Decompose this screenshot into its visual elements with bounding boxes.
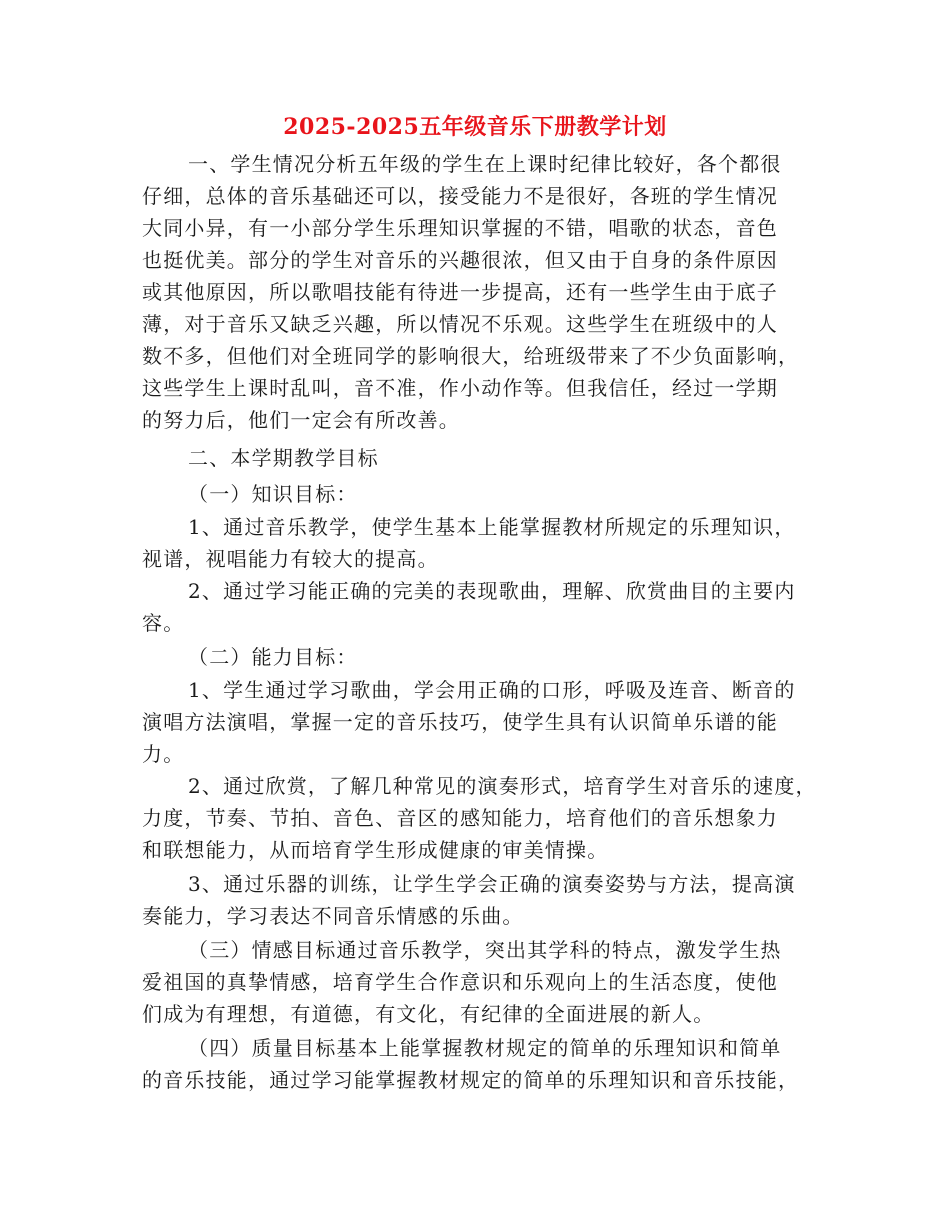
paragraph-line: 仔细，总体的音乐基础还可以，接受能力不是很好，各班的学生情况 [142,184,778,208]
paragraph-line: 或其他原因，所以歌唱技能有待进一步提高，还有一些学生由于底子 [142,280,778,304]
paragraph-line: 2、通过欣赏，了解几种常见的演奏形式，培育学生对音乐的速度， [188,774,817,798]
paragraph-line: 演唱方法演唱，掌握一定的音乐技巧，使学生具有认识简单乐谱的能 [142,710,778,734]
paragraph-line: 1、学生通过学习歌曲，学会用正确的口形，呼吸及连音、断音的 [188,678,796,702]
paragraph-line: 容。 [142,611,185,635]
paragraph-line: （三）情感目标通过音乐教学，突出其学科的特点，激发学生热 [188,938,782,962]
paragraph-line: 力度，节奏、节拍、音色、音区的感知能力，培育他们的音乐想象力 [142,806,778,830]
paragraph-line: 的努力后，他们一定会有所改善。 [142,408,460,432]
paragraph-line: 3、通过乐器的训练，让学生学会正确的演奏姿势与方法，提高演 [188,872,796,896]
paragraph-line: 力。 [142,742,185,766]
paragraph-line: 薄，对于音乐又缺乏兴趣，所以情况不乐观。这些学生在班级中的人 [142,312,778,336]
paragraph-line: 这些学生上课时乱叫，音不准，作小动作等。但我信任，经过一学期 [142,376,778,400]
paragraph-line: 奏能力，学习表达不同音乐情感的乐曲。 [142,904,524,928]
paragraph-line: （四）质量目标基本上能掌握教材规定的简单的乐理知识和简单 [188,1036,782,1060]
paragraph-line: 和联想能力，从而培育学生形成健康的审美情操。 [142,838,609,862]
paragraph-line: 的音乐技能，通过学习能掌握教材规定的简单的乐理知识和音乐技能， [142,1068,800,1092]
subsection-heading: （一）知识目标： [188,482,358,506]
paragraph-line: 视谱，视唱能力有较大的提高。 [142,547,439,571]
subsection-heading: （二）能力目标： [188,645,358,669]
paragraph-line: 也挺优美。部分的学生对音乐的兴趣很浓，但又由于自身的条件原因 [142,248,778,272]
section-heading: 二、本学期教学目标 [188,446,379,470]
paragraph-line: 1、通过音乐教学，使学生基本上能掌握教材所规定的乐理知识， [188,515,796,539]
paragraph-line: 爱祖国的真挚情感，培育学生合作意识和乐观向上的生活态度，使他 [142,970,778,994]
paragraph-line: 数不多，但他们对全班同学的影响很大，给班级带来了不少负面影响， [142,344,800,368]
paragraph-line: 大同小异，有一小部分学生乐理知识掌握的不错，唱歌的状态，音色 [142,216,778,240]
paragraph-line: 2、通过学习能正确的完美的表现歌曲，理解、欣赏曲目的主要内 [188,579,796,603]
paragraph-line: 一、学生情况分析五年级的学生在上课时纪律比较好，各个都很 [188,152,782,176]
document-title: 2025-2025五年级音乐下册教学计划 [283,114,667,140]
paragraph-line: 们成为有理想，有道德，有文化，有纪律的全面进展的新人。 [142,1002,715,1026]
